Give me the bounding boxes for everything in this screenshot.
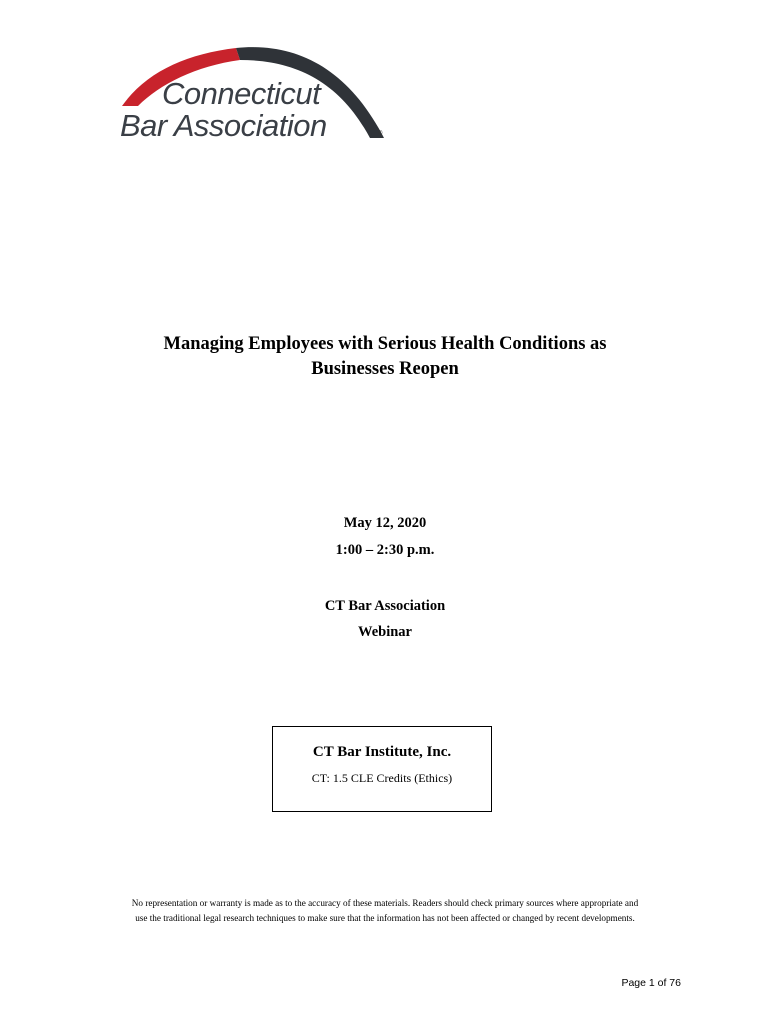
event-date: May 12, 2020 <box>343 515 427 531</box>
disclaimer <box>90 896 680 926</box>
title-line1: Managing Employees with Serious Health Conditions as <box>163 334 607 354</box>
event-format: Webinar <box>358 624 412 640</box>
disclaimer-line1: No representation or warranty is made as to the accuracy of these materials. Readers should check primary sources where appropriate and <box>131 898 639 908</box>
credit-detail: CT: 1.5 CLE Credits (Ethics) <box>311 771 453 785</box>
document-title <box>60 332 710 382</box>
event-time: 1:00 – 2:30 p.m. <box>335 542 435 558</box>
event-organization: CT Bar Association <box>324 598 446 614</box>
cba-logo <box>116 38 396 148</box>
credit-box <box>272 726 492 812</box>
logo-text-line1: Connecticut <box>162 76 321 111</box>
title-line2: Businesses Reopen <box>311 359 459 379</box>
credit-institute: CT Bar Institute, Inc. <box>312 744 452 760</box>
disclaimer-line2: use the traditional legal research techniques to make sure that the information has not been affected or changed by recent developments. <box>135 913 635 923</box>
page-number: Page 1 of 76 <box>621 977 681 989</box>
logo-text-line2: Bar Association <box>120 108 327 143</box>
registered-mark: ® <box>378 131 383 137</box>
